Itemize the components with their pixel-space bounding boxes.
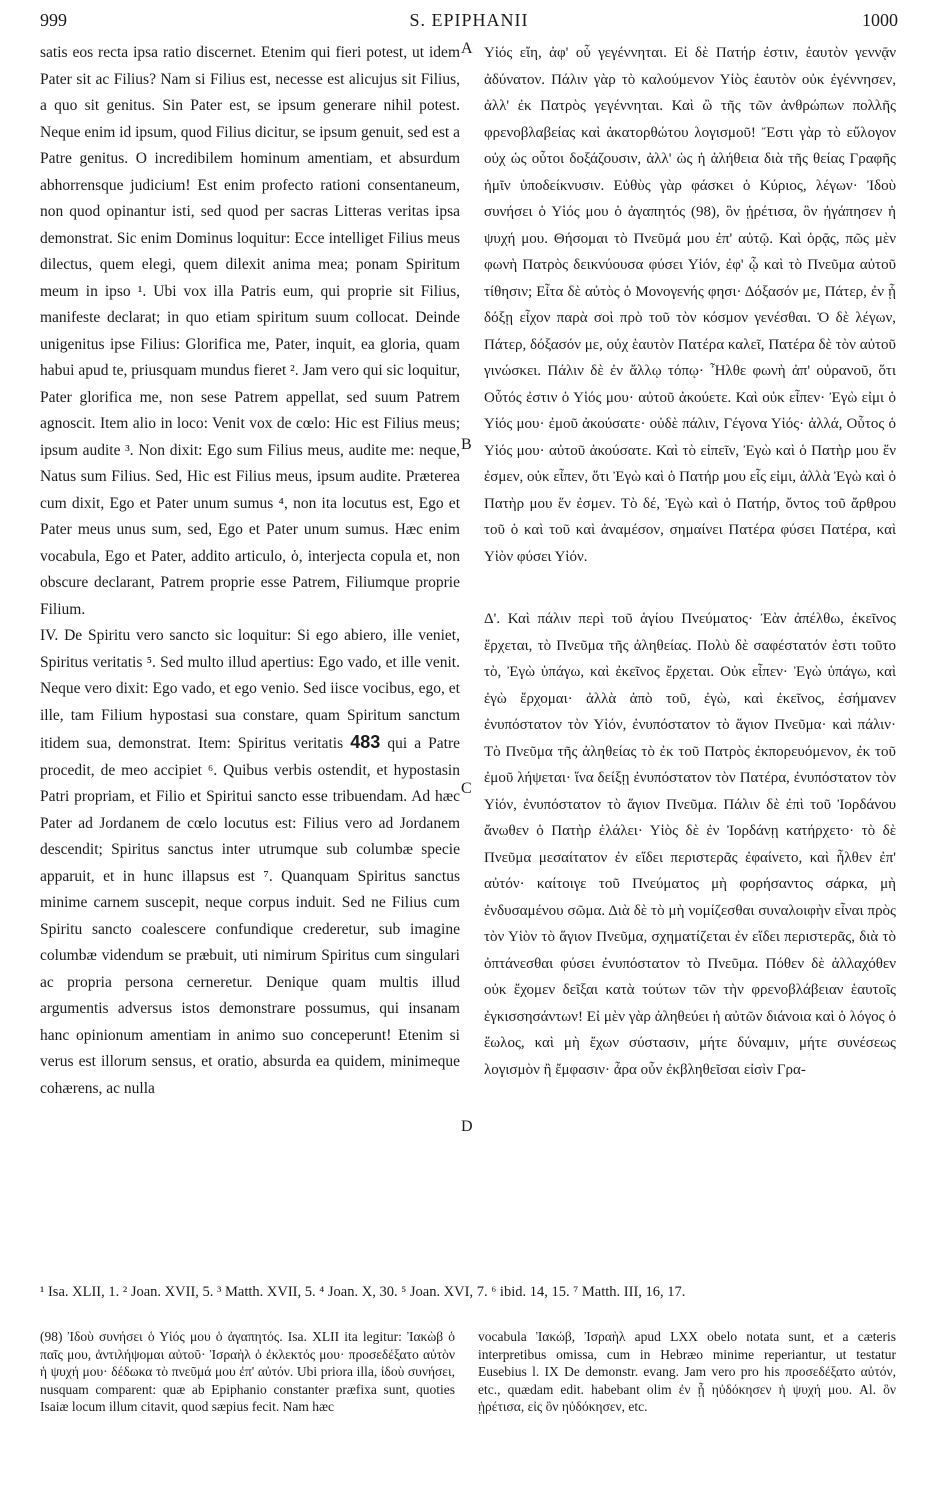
latin-column <box>40 40 460 1102</box>
running-header <box>40 10 898 36</box>
margin-letter-c: C <box>461 780 472 797</box>
note-text: (98) Ἰδοὺ συνήσει ὁ Υἱός μου ὁ ἀγαπητός. Isa. XLII ita legitur: Ἰακὼβ ὁ παῖς μου, ἀντιλήψομαι αὐτοῦ· Ἰσραὴλ ὁ ἐκλεκτός μου· προσεδέξατο αὐτὸν ἡ ψυχή μου· δέδωκα τὸ πνεῦμά μου ἐπ' αὐτόν. Ubi priora illa, ἰδοὺ συνήσει, nusquam comparent: quæ ab Epiphanio constanter præfixa sunt, quoties Isaiæ locum illum citavit, quod sæpius fecit. Nam hæc <box>40 1329 455 1414</box>
latin-paragraph: satis eos recta ipsa ratio discernet. Etenim qui fieri potest, ut idem Pater sit ac Filius? Nam si Filius est, necesse est alicujus sit Filius, a quo sit genitus. Sin Pater est, se ipsum generare nihil potest. Neque enim id ipsum, quod Filius dicitur, se ipsum genuit, sed est a Patre genitus. O incredibilem hominum amentiam, et absurdum abhorrensque judicium! Est enim profecto rationi consentaneum, non quod opinantur isti, sed quod per sacras Litteras veritas ipsa demonstrat. Sic enim Dominus loquitur: Ecce intelliget Filius meus dilectus, quem elegi, quem dilexit anima mea; ponam Spiritum meum in ipso ¹. Ubi vox illa Patris eum, qui proprie sit Filius, manifeste declarat; in quo etiam spiritum suum collocat. Deinde unigenitus ipse Filius: Glorifica me, Pater, inquit, ea gloria, quam habui apud te, priusquam mundus fieret ². Jam vero qui sic loquitur, Pater glorifica me, non sese Patrem appellat, sed suum Patrem agnoscit. Item alio in loco: Venit vox de cœlo: Hic est Filius meus; ipsum audite ³. Non dixit: Ego sum Filius meus, audite me: neque, Natus sum Filius. Sed, Hic est Filius meus, ipsum audite. Præterea cum dixit, Ego et Pater unum sumus ⁴, non ita locutus est, Ego et Pater meus unus sum, sed, Ego et Pater unum sumus. Hæc enim vocabula, Ego et Pater, addito articulo, ὁ, interjecta copula et, non obscure declarant, Patrem proprie esse Patrem, Filiumque proprie Filium. <box>40 44 460 618</box>
greek-column <box>484 40 896 1083</box>
page-number-left: 999 <box>40 10 67 30</box>
latin-paragraph-text: qui a Patre procedit, de meo accipiet ⁶. Quibus verbis ostendit, et hypostasin Patri propriam, et Filio et Spiritui sancto esse tribuendam. Ad hæc Pater ad Jordanem de cœlo locutus est: Filius vero ad Jordanem descendit; Spiritus sanctus inter utrumque sub columbæ specie apparuit, et in hunc illapsus est ⁷. Quanquam Spiritus sanctus minime carnem suscepit, neque corpus induit. Sed ne Filius cum Spiritu sancto coalescere confundique crederetur, sub imagine columbæ videndum se præbuit, uti nimirum Spiritus cum singulari ac propria persona cerneretur. Denique quam multis illud argumentis adversus istos demonstrare possumus, qui insanam hanc opinionum amentiam in animo suo conceperunt! Etenim si verus est illorum sensus, et oratio, absurda ea quidem, minimeque cohærens, ac nulla <box>40 735 461 1097</box>
page-marker: 483 <box>350 732 381 752</box>
page-title: S. EPIPHANII <box>409 10 529 30</box>
note-text: vocabula Ἰακώβ, Ἰσραὴλ apud LXX obelo notata sunt, et a cæteris interpretibus omissa, cum in Hebræo minime reperiantur, ut testatur Eusebius l. IX De demonstr. evang. Jam vero pro his προσεδέξατο αὐτόν, etc., quædam edit. habebant olim ἐν ᾗ ηὐδόκησεν ἡ ψυχή μου. Al. ὃν ᾑρέτισα, εἰς ὃν ηὐδόκησεν, etc. <box>478 1329 896 1414</box>
margin-letter-d: D <box>461 1118 473 1135</box>
margin-letter-b: B <box>461 436 472 453</box>
margin-letter-a: A <box>461 40 473 57</box>
latin-paragraph-text: IV. De Spiritu vero sancto sic loquitur: Si ego abiero, ille veniet, Spiritus veritatis ⁵. Sed multo illud apertius: Ego vado, et ille venit. Neque vero dixit: Ego vado, et ego venio. Sed iisce vocibus, ego, et ille, tam Filium hypostasi sua constare, quam Spiritum sanctum itidem sua, demonstrat. Item: Spiritus veritatis <box>40 627 460 752</box>
notes-left <box>40 1328 455 1416</box>
greek-paragraph: Υἱός εἴη, ἀφ' οὗ γεγέννηται. Εἰ δὲ Πατήρ ἐστιν, ἑαυτὸν γεννᾷν ἀδύνατον. Πάλιν γὰρ τὸ καλούμενον Υἱὸς ἑαυτὸν οὐκ ἐγέννησεν, ἀλλ' ἐκ Πατρὸς γεγέννηται. Καὶ ὢ τῆς τῶν ἀνθρώπων πολλῆς φρενοβλαβείας καὶ ἀκατορθώτου λογισμοῦ! Ἔστι γὰρ τὸ εὔλογον οὐχ ὡς οὗτοι δοξάζουσιν, ἀλλ' ὡς ἡ ἀλήθεια διὰ τῆς θείας Γραφῆς ἡμῖν ὑποδείκνυσιν. Εὐθὺς γὰρ φάσκει ὁ Κύριος, λέγων· Ἰδοὺ συνήσει ὁ Υἱός μου ὁ ἀγαπητός (98), ὃν ᾑρέτισα, ὃν ἠγάπησεν ἡ ψυχή μου. Θήσομαι τὸ Πνεῦμά μου ἐπ' αὐτῷ. Καὶ ὁρᾷς, πῶς μὲν φωνὴ Πατρὸς δεικνύουσα φύσει Υἱόν, ἐφ' ᾧ καὶ τὸ Πνεῦμα αὐτοῦ τίθησιν; Εἶτα δὲ αὐτὸς ὁ Μονογενής φησι· Δόξασόν με, Πάτερ, ἐν ᾗ δόξῃ εἶχον παρὰ σοὶ πρὸ τοῦ τὸν κόσμον γενέσθαι. Ὁ δὲ λέγων, Πάτερ, δόξασόν με, οὐχ ἑαυτὸν Πατέρα καλεῖ, Πατέρα δὲ τὸν αὐτοῦ γινώσκει. Πάλιν δὲ ἐν ἄλλῳ τόπῳ· Ἦλθε φωνὴ ἀπ' οὐρανοῦ, ὅτι Οὗτός ἐστιν ὁ Υἱός μου· αὐτοῦ ἀκούετε. Καὶ οὐκ εἶπεν· Ἐγὼ εἰμι ὁ Υἱός μου· ἐμοῦ ἀκούσατε· οὐδὲ πάλιν, Γέγονα Υἱός· ἀλλά, Οὗτος ὁ Υἱός μου· αὐτοῦ ἀκούσατε. Καὶ τὸ εἰπεῖν, Ἐγὼ καὶ ὁ Πατὴρ μου ἕν ἐσμεν, οὐκ εἶπεν, ὅτι Ἐγὼ καὶ ὁ Πατήρ μου εἷς εἰμι, ἀλλὰ Ἐγὼ καὶ ὁ Πατὴρ μου ἕν ἐσμεν. Τὸ δέ, Ἐγὼ καὶ ὁ Πατήρ, ὄντος τοῦ ἄρθρου τοῦ ὁ καὶ τοῦ καὶ ἀναμέσον, σημαίνει Πατέρα φύσει Πατέρα, καὶ Υἱὸν φύσει Υἱόν. <box>484 45 896 565</box>
scripture-citations: ¹ Isa. XLII, 1. ² Joan. XVII, 5. ³ Matth. XVII, 5. ⁴ Joan. X, 30. ⁵ Joan. XVI, 7. ⁶ ibid. 14, 15. ⁷ Matth. III, 16, 17. <box>40 1284 686 1300</box>
greek-paragraph: Δ'. Καὶ πάλιν περὶ τοῦ ἁγίου Πνεύματος· Ἐὰν ἀπέλθω, ἐκεῖνος ἔρχεται, τὸ Πνεῦμα τῆς ἀληθείας. Πολὺ δὲ σαφέστατόν ἐστι τοῦτο τὸ, Ἐγὼ ὑπάγω, καὶ ἐκεῖνος ἔρχεται. Οὐκ εἶπεν· Ἐγὼ ὑπάγω, καὶ ἐγὼ ἔρχομαι· ἀλλὰ ἀπὸ τοῦ, ἐγὼ, καὶ ἐκεῖνος, ἐσήμανεν ἐνυπόστατον τὸν Υἱόν, ἐνυπόστατον τὸ ἅγιον Πνεῦμα· καὶ πάλιν· Τὸ Πνεῦμα τῆς ἀληθείας τὸ ἐκ τοῦ Πατρὸς ἐκπορευόμενον, ἐκ τοῦ ἐμοῦ λήψεται· ἵνα δείξῃ ἐνυπόστατον τὸν Πατέρα, ἐνυπόστατον τὸν Υἱόν, ἐνυπόστατον τὸ ἅγιον Πνεῦμα. Πάλιν δὲ ἐπὶ τοῦ Ἰορδάνου ἄνωθεν ὁ Πατὴρ ἐλάλει· Υἱὸς δὲ ἐν Ἰορδάνῃ κατήρχετο· τὸ δὲ Πνεῦμα μεσαίτατον ἐν εἴδει περιστερᾶς ἐφαίνετο, καὶ ἦλθεν ἐπ' αὐτόν· καίτοιγε τοῦ Πνεύματος μὴ φορήσαντος σάρκα, μὴ ἐνδυσαμένου σῶμα. Διὰ δὲ τὸ μὴ νομίζεσθαι συναλοιφὴν εἶναι πρὸς τὸν Υἱὸν τὸ ἅγιον Πνεῦμα, σχηματίζεται ἐν εἴδει περιστερᾶς, διὰ τὸ ὀπτάνεσθαι φύσει ἐνυπόστατον τὸ Πνεῦμα. Πόθεν δὲ ἀλλαχόθεν οὐκ ἔχομεν δεῖξαι κατὰ τούτων τῶν τὴν φρενοβλάβειαν ἑαυτοῖς ἐγκισσησάντων! Εἰ μὲν γὰρ ἀληθεύει ἡ αὐτῶν διάνοια καὶ ὁ λόγος ὁ ἕωλος, καὶ μὴ ἔχων σύστασιν, μήτε δύναμιν, μήτε συνέσεως λογισμὸν ἢ ἔμφασιν· ἆρα οὖν ἐκβληθεῖσαι εἰσὶν Γρα- <box>484 611 896 1078</box>
page-number-right: 1000 <box>862 10 898 30</box>
section-gap <box>484 570 896 606</box>
notes-right <box>478 1328 896 1416</box>
latin-paragraph <box>40 623 460 1102</box>
